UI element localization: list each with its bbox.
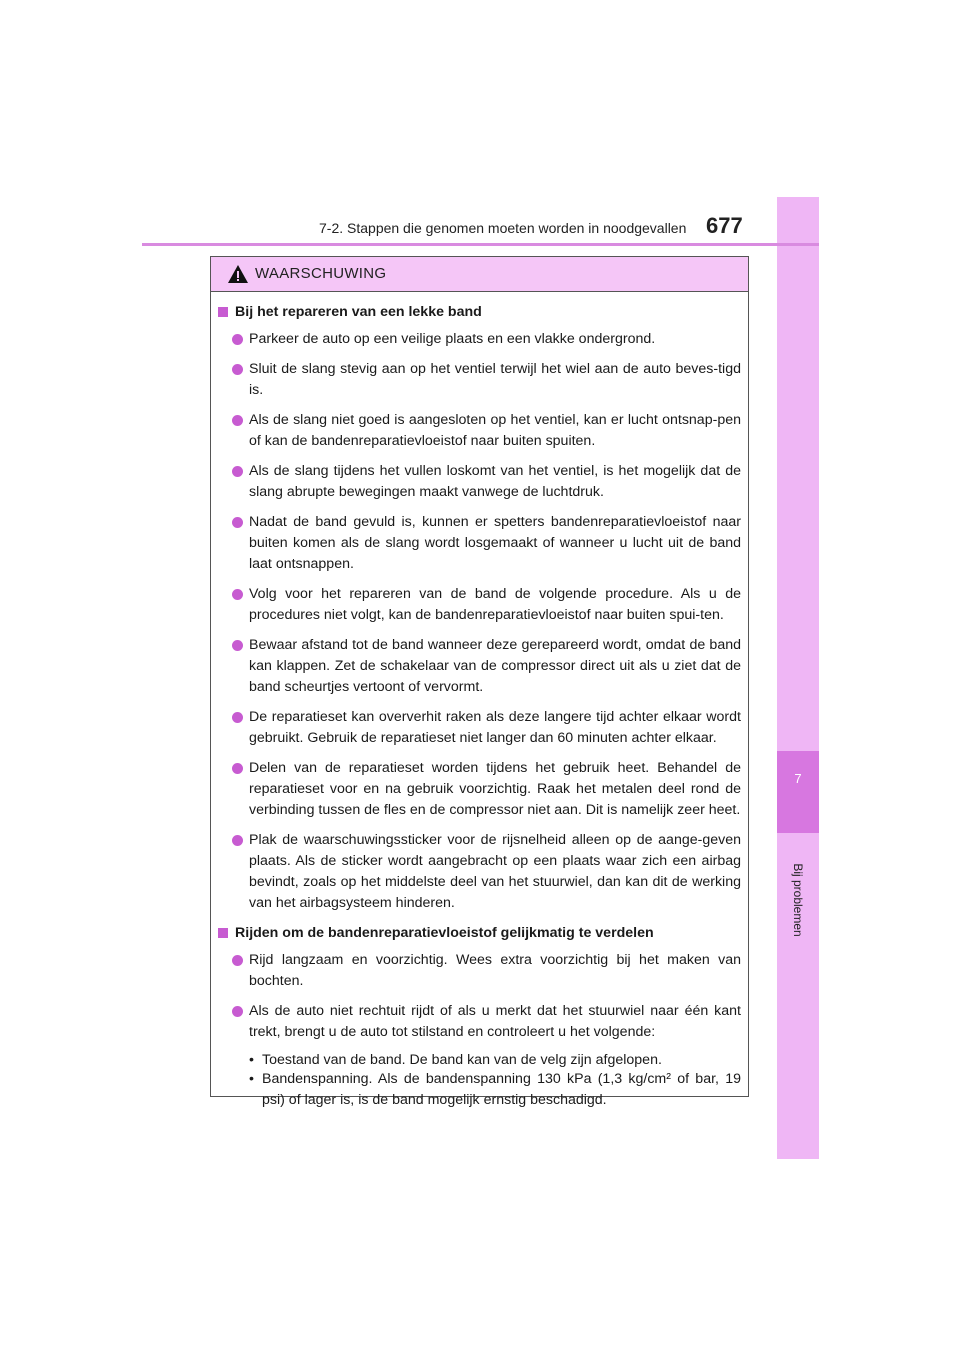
bullet-icon	[232, 835, 243, 846]
list-item: Sluit de slang stevig aan op het ventiel terwijl het wiel aan de auto beves-tigd is.	[218, 359, 741, 401]
bullet-icon	[232, 712, 243, 723]
warning-title: WAARSCHUWING	[255, 265, 387, 282]
warning-header	[211, 257, 748, 292]
list-item: Plak de waarschuwingssticker voor de rijsnelheid alleen op de aange-geven plaats. Als de sticker wordt aangebracht op een plaats waar zich een airbag bevindt, zoals op het middelste deel van het stuurwiel, dan kan dit de werking van het airbagsysteem hinderen.	[218, 830, 741, 914]
list-item: Als de slang niet goed is aangesloten op het ventiel, kan er lucht ontsnap-pen of kan de bandenreparatievloeistof naar buiten spuiten.	[218, 410, 741, 452]
warning-box	[210, 256, 749, 1108]
chapter-number-tab[interactable]	[777, 751, 819, 833]
list-item: Parkeer de auto op een veilige plaats en een vlakke ondergrond.	[218, 329, 741, 350]
bullet-icon	[232, 640, 243, 651]
bullet-icon	[232, 763, 243, 774]
bullet-icon	[232, 955, 243, 966]
header-rule	[142, 243, 819, 246]
sub-list	[218, 1050, 741, 1111]
bullet-icon	[232, 517, 243, 528]
chapter-title: Bij problemen	[791, 863, 805, 937]
bullet-icon	[232, 466, 243, 477]
page-number: 677	[706, 213, 743, 238]
sub-list-item: • Toestand van de band. De band kan van de velg zijn afgelopen.	[249, 1052, 662, 1068]
list-item: Rijd langzaam en voorzichtig. Wees extra voorzichtig bij het maken van bochten.	[218, 950, 741, 992]
section-header: 7-2. Stappen die genomen moeten worden in noodgevallen	[319, 220, 687, 236]
section-heading: Bij het repareren van een lekke band	[218, 302, 741, 323]
warning-body	[211, 292, 748, 1111]
square-bullet-icon	[218, 928, 228, 938]
warning-triangle-icon	[227, 264, 249, 284]
list-item: Bewaar afstand tot de band wanneer deze gerepareerd wordt, omdat de band kan klappen. Zet de schakelaar van de compressor direct uit als u ziet dat de band scheurtjes vertoont of vervormt.	[218, 635, 741, 698]
bullet-icon	[232, 589, 243, 600]
bullet-icon	[232, 364, 243, 375]
bullet-icon	[232, 415, 243, 426]
bullet-icon	[232, 334, 243, 345]
list-item: Als de slang tijdens het vullen loskomt van het ventiel, is het mogelijk dat de slang abrupte bewegingen maakt vanwege de luchtdruk.	[218, 461, 741, 503]
sub-list-item: • Bandenspanning. Als de bandenspanning 130 kPa (1,3 kg/cm² of bar, 19 psi) of lager is, is de band mogelijk ernstig beschadigd.	[249, 1071, 741, 1108]
list-item: De reparatieset kan oververhit raken als deze langere tijd achter elkaar wordt gebruikt. Gebruik de reparatieset niet langer dan 60 minuten achter elkaar.	[218, 707, 741, 749]
list-item: Nadat de band gevuld is, kunnen er spetters bandenreparatievloeistof naar buiten komen als de slang wordt losgemaakt of wanneer u lucht uit de band laat ontsnappen.	[218, 512, 741, 575]
list-item: Volg voor het repareren van de band de volgende procedure. Als u de procedures niet volgt, kan de bandenreparatievloeistof naar buiten spui-ten.	[218, 584, 741, 626]
list-item: Als de auto niet rechtuit rijdt of als u merkt dat het stuurwiel naar één kant trekt, brengt u de auto tot stilstand en controleert u het volgende:	[218, 1001, 741, 1043]
chapter-number: 7	[794, 771, 802, 786]
bullet-icon	[232, 1006, 243, 1017]
square-bullet-icon	[218, 307, 228, 317]
chapter-tab-strip	[777, 197, 819, 1159]
list-item: Delen van de reparatieset worden tijdens het gebruik heet. Behandel de reparatieset voor en na gebruik voorzichtig. Raak het metalen deel rond de verbinding tussen de fles en de compressor niet aan. Dit is namelijk zeer heet.	[218, 758, 741, 821]
section-heading: Rijden om de bandenreparatievloeistof gelijkmatig te verdelen	[218, 923, 741, 944]
